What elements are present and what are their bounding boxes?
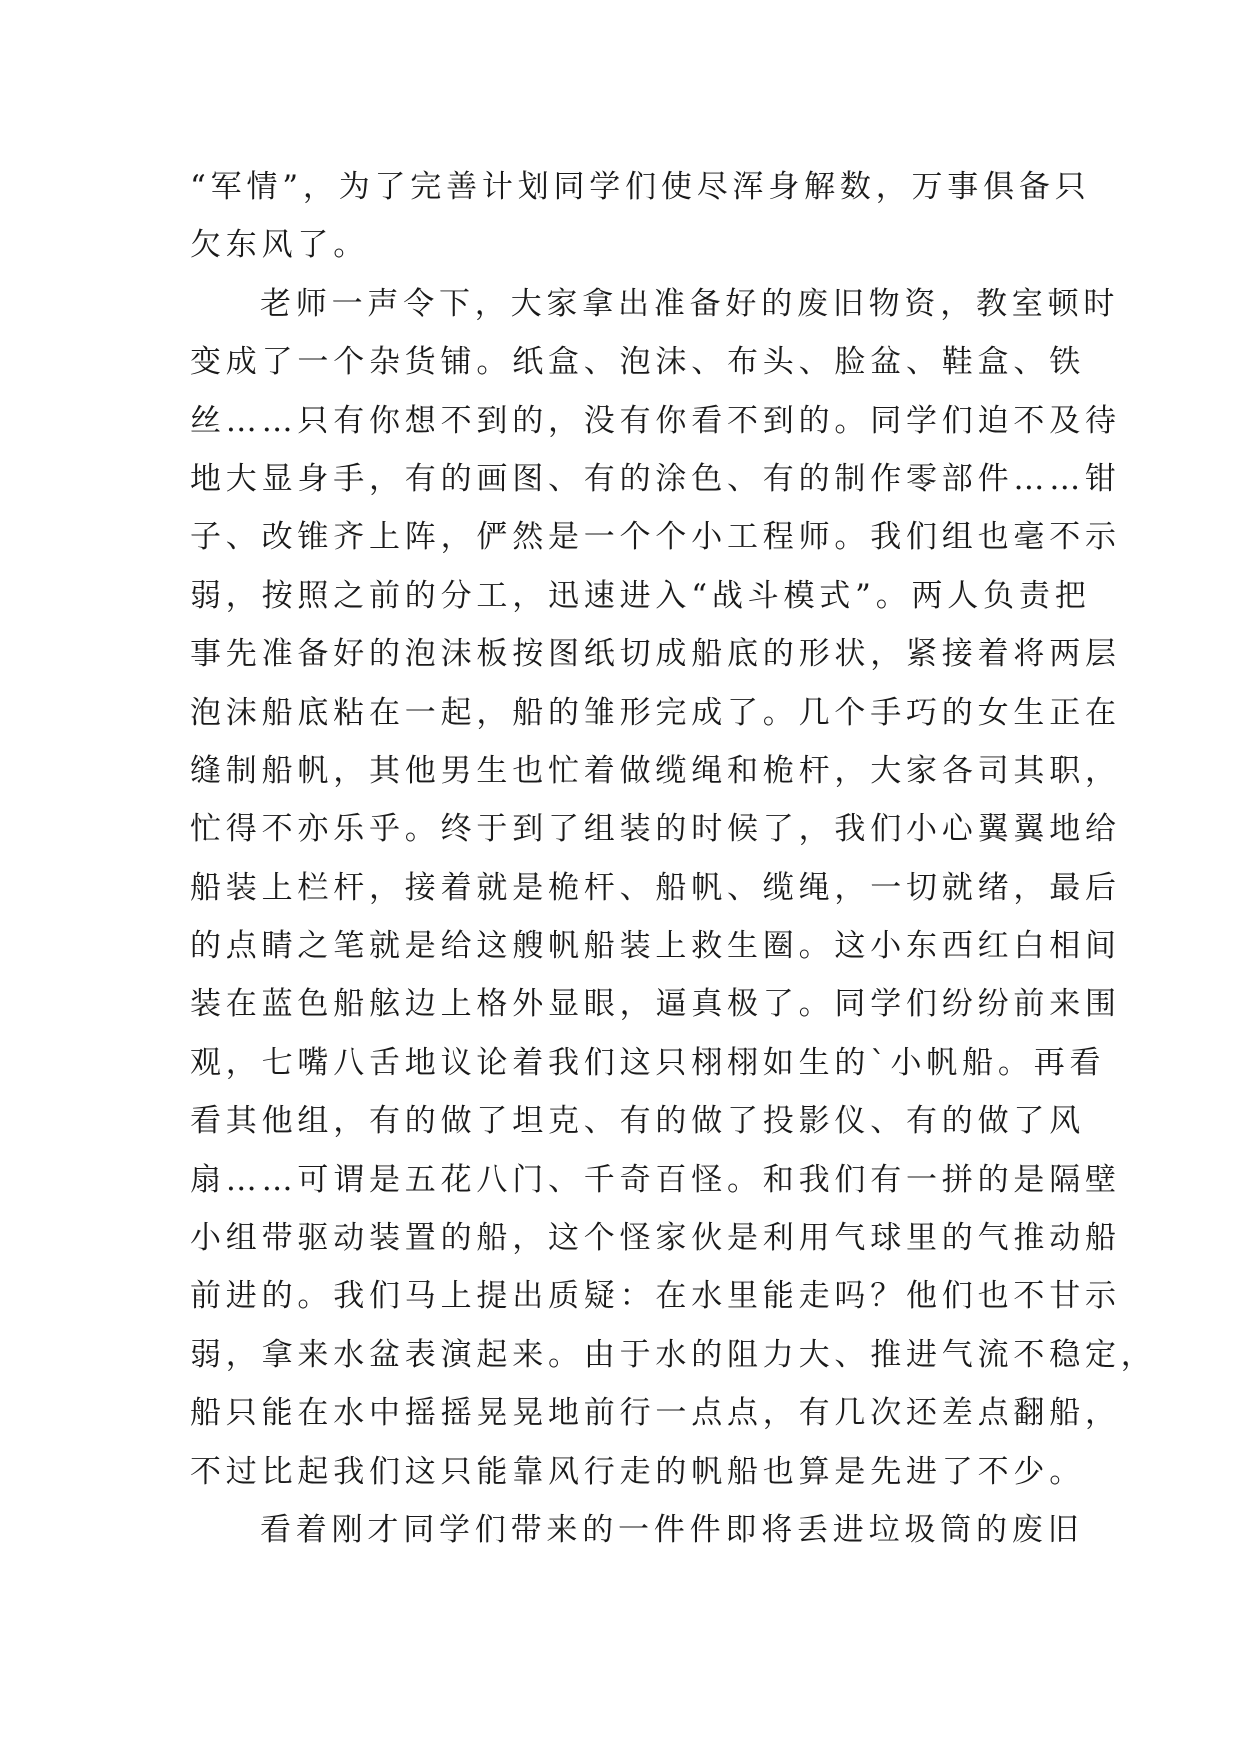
text-line: 观，七嘴八舌地议论着我们这只栩栩如生的`小帆船。再看 (190, 1044, 1106, 1081)
text-line: 忙得不亦乐乎。终于到了组装的时候了，我们小心翼翼地给 (190, 811, 1121, 848)
text-line: 欠东风了。 (190, 227, 369, 264)
text-line: 丝……只有你想不到的，没有你看不到的。同学们迫不及待 (190, 402, 1121, 439)
text-line: 泡沫船底粘在一起，船的雏形完成了。几个手巧的女生正在 (190, 694, 1121, 731)
text-line: 不过比起我们这只能靠风行走的帆船也算是先进了不少。 (190, 1453, 1085, 1490)
paragraph-start-line: 看着刚才同学们带来的一件件即将丢进垃圾筒的废旧 (260, 1511, 1084, 1548)
text-line: 子、改锥齐上阵，俨然是一个个小工程师。我们组也毫不示 (190, 519, 1121, 556)
text-line: 船只能在水中摇摇晃晃地前行一点点，有几次还差点翻船， (190, 1395, 1121, 1432)
text-line: 地大显身手，有的画图、有的涂色、有的制作零部件……钳 (190, 460, 1121, 497)
text-line: 弱，按照之前的分工，迅速进入“战斗模式”。两人负责把 (190, 577, 1091, 614)
paragraph-start-line: 老师一声令下，大家拿出准备好的废旧物资，教室顿时 (260, 285, 1120, 322)
text-line: 的点睛之笔就是给这艘帆船装上救生圈。这小东西红白相间 (190, 928, 1121, 965)
body-text (190, 158, 1157, 1559)
text-line: 扇……可谓是五花八门、千奇百怪。和我们有一拼的是隔壁 (190, 1161, 1121, 1198)
text-line: 变成了一个杂货铺。纸盒、泡沫、布头、脸盆、鞋盒、铁 (190, 344, 1085, 381)
text-line: 事先准备好的泡沫板按图纸切成船底的形状，紧接着将两层 (190, 636, 1121, 673)
text-line: 装在蓝色船舷边上格外显眼，逼真极了。同学们纷纷前来围 (190, 986, 1121, 1023)
text-line: 小组带驱动装置的船，这个怪家伙是利用气球里的气推动船 (190, 1220, 1121, 1257)
text-line: 缝制船帆，其他男生也忙着做缆绳和桅杆，大家各司其职， (190, 752, 1121, 789)
text-line: 看其他组，有的做了坦克、有的做了投影仪、有的做了风 (190, 1103, 1085, 1140)
text-line: 弱，拿来水盆表演起来。由于水的阻力大、推进气流不稳定， (190, 1336, 1157, 1373)
text-line: “军情”，为了完善计划同学们使尽浑身解数，万事俱备只 (190, 169, 1091, 205)
text-line: 前进的。我们马上提出质疑：在水里能走吗？他们也不甘示 (190, 1278, 1121, 1315)
text-line: 船装上栏杆，接着就是桅杆、船帆、缆绳，一切就绪，最后 (190, 869, 1121, 906)
